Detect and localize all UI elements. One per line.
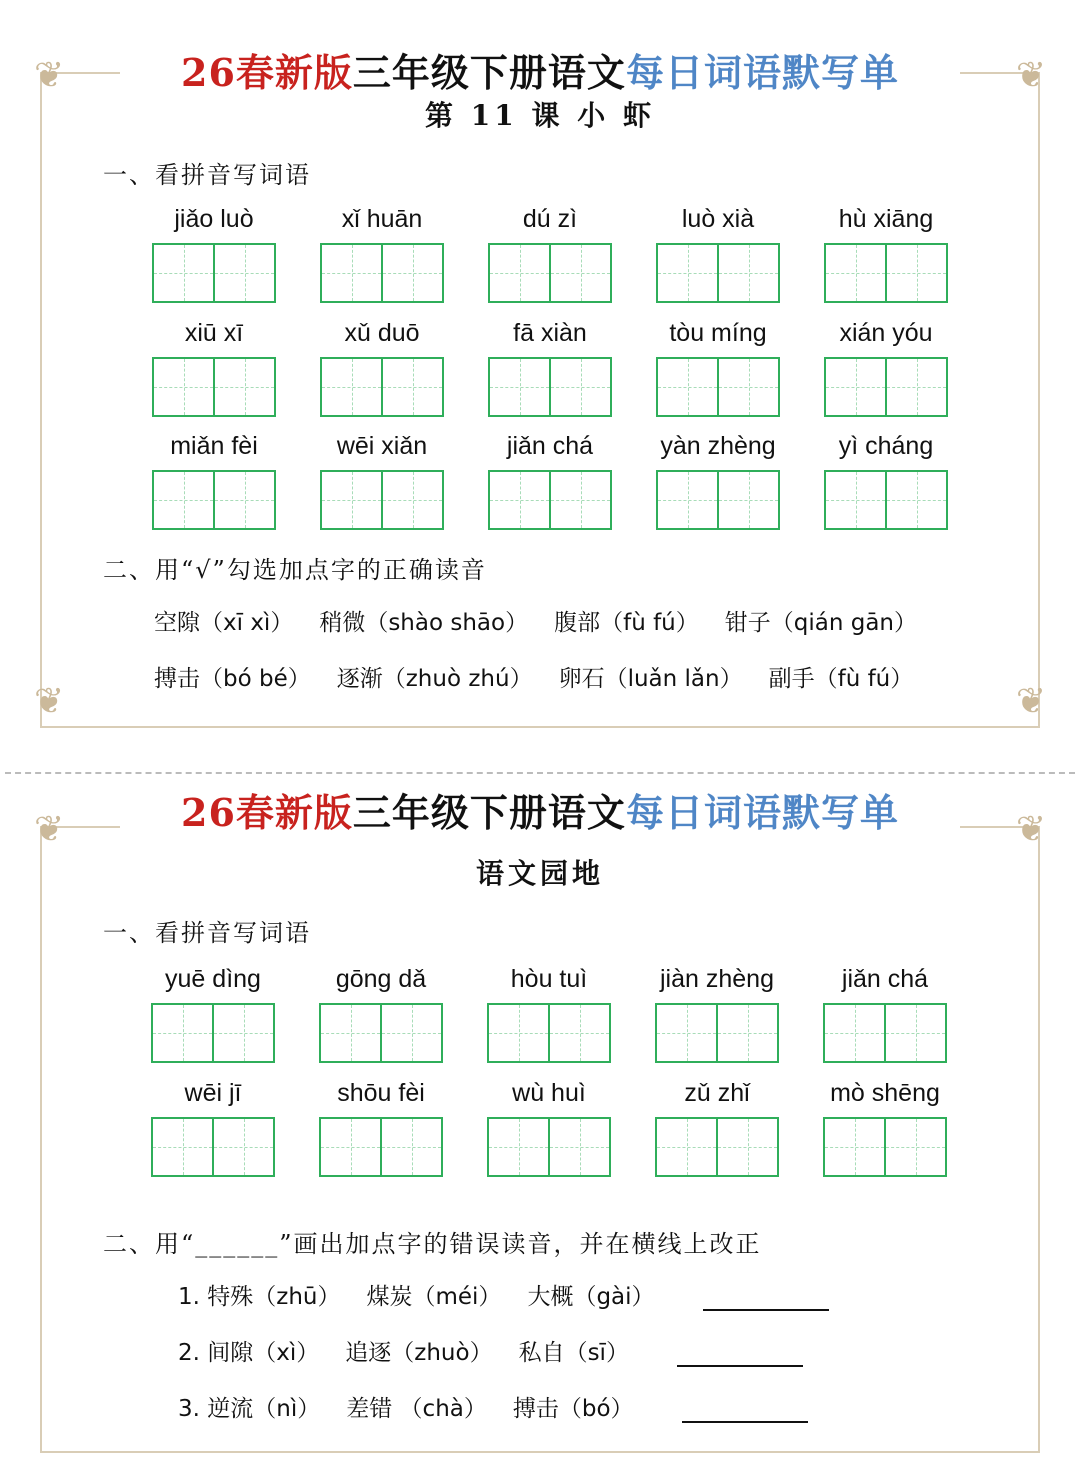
choice-item[interactable]: 腹部（fù fú） (554, 610, 699, 636)
lesson-subtitle: 第 11 课 小 虾 (425, 99, 655, 132)
writing-grid[interactable] (152, 470, 276, 530)
writing-grid[interactable] (655, 1117, 779, 1177)
correction-item: 1. 特殊（zhū） (178, 1284, 341, 1310)
writing-grid[interactable] (824, 243, 948, 303)
pinyin-label: fā xiàn (513, 319, 587, 347)
pinyin-label: jiǎn chá (506, 432, 594, 460)
choice-item[interactable]: 空隙（xī xì） (154, 610, 294, 636)
pinyin-label: zǔ zhǐ (684, 1079, 750, 1107)
pinyin-label: xiū xī (184, 319, 244, 347)
correction-item: 大概（gài） (527, 1284, 655, 1310)
pinyin-label: wù huì (512, 1079, 586, 1107)
flourish-ornament-icon: ❦ (34, 55, 65, 96)
pinyin-label: gōng dǎ (335, 965, 427, 993)
title-black: 三年级下册语文 (352, 790, 626, 835)
writing-grid[interactable] (824, 357, 948, 417)
page-title (0, 42, 1080, 97)
writing-grid[interactable] (320, 243, 444, 303)
writing-grid[interactable] (656, 470, 780, 530)
section-title-choose: 二、用“√”勾选加点字的正确读音 (103, 556, 487, 584)
writing-grid[interactable] (319, 1003, 443, 1063)
correction-item: 追逐（zhuò） (345, 1340, 493, 1366)
writing-grid[interactable] (488, 470, 612, 530)
pinyin-label: miǎn fèi (170, 432, 258, 460)
pinyin-label: xián yóu (839, 319, 933, 347)
writing-grid[interactable] (320, 357, 444, 417)
pinyin-label: dú zì (522, 205, 578, 233)
correction-row (178, 1390, 808, 1423)
flourish-ornament-icon: ❦ (34, 681, 65, 722)
pinyin-label: luò xià (681, 205, 755, 233)
pinyin-label: jiǎo luò (174, 205, 254, 233)
choice-item[interactable]: 搏击（bó bé） (154, 666, 311, 692)
pinyin-label: shōu fèi (337, 1079, 425, 1107)
writing-grid[interactable] (824, 470, 948, 530)
flourish-ornament-icon: ❦ (34, 809, 65, 850)
title-blue: 每日词语默写单 (625, 50, 899, 95)
writing-grid[interactable] (487, 1117, 611, 1177)
choice-row (154, 604, 917, 637)
correction-item: 2. 间隙（xì） (178, 1340, 320, 1366)
correction-item: 差错 （chà） (346, 1396, 487, 1422)
choice-item[interactable]: 卵石（luǎn lǎn） (558, 666, 743, 692)
writing-grid[interactable] (656, 357, 780, 417)
title-red: 26春新版 (181, 50, 353, 95)
title-blue: 每日词语默写单 (625, 790, 899, 835)
writing-grid[interactable] (823, 1003, 947, 1063)
pinyin-label: xǐ huān (341, 205, 423, 233)
worksheet-yuwen-yuandi (0, 770, 1080, 1459)
correction-item: 私自（sī） (518, 1340, 629, 1366)
correction-row (178, 1334, 803, 1367)
pinyin-label: hòu tuì (510, 965, 588, 993)
writing-grid[interactable] (319, 1117, 443, 1177)
pinyin-label: jiàn zhèng (660, 965, 774, 993)
pinyin-label: tòu míng (669, 319, 767, 347)
choice-item[interactable]: 逐渐（zhuò zhú） (336, 666, 533, 692)
pinyin-label: hù xiāng (838, 205, 934, 233)
pinyin-label: yàn zhèng (660, 432, 776, 460)
writing-grid[interactable] (488, 243, 612, 303)
correction-item: 3. 逆流（nì） (178, 1396, 321, 1422)
pinyin-label: wēi jī (184, 1079, 242, 1107)
page-title (0, 782, 1080, 837)
pinyin-label: wēi xiǎn (336, 432, 428, 460)
title-red: 26春新版 (181, 790, 353, 835)
writing-grid[interactable] (320, 470, 444, 530)
choice-item[interactable]: 副手（fù fú） (768, 666, 914, 692)
writing-grid[interactable] (487, 1003, 611, 1063)
answer-blank[interactable] (677, 1343, 803, 1367)
flourish-ornament-icon: ❦ (1015, 681, 1046, 722)
title-black: 三年级下册语文 (352, 50, 626, 95)
pinyin-label: yuē dìng (165, 965, 261, 993)
section-title-pinyin: 一、看拼音写词语 (103, 919, 311, 947)
writing-grid[interactable] (152, 243, 276, 303)
answer-blank[interactable] (682, 1399, 808, 1423)
choice-row (154, 660, 913, 693)
correction-row (178, 1278, 829, 1311)
choice-item[interactable]: 钳子（qián gān） (724, 610, 918, 636)
writing-grid[interactable] (823, 1117, 947, 1177)
correction-item: 煤炭（méi） (366, 1284, 502, 1310)
pinyin-label: yì cháng (838, 432, 934, 460)
correction-item: 搏击（bó） (512, 1396, 634, 1422)
pinyin-label: xǔ duō (344, 319, 420, 347)
section-title-pinyin: 一、看拼音写词语 (103, 161, 311, 189)
pinyin-label: mò shēng (830, 1079, 940, 1107)
flourish-ornament-icon: ❦ (1015, 55, 1046, 96)
writing-grid[interactable] (151, 1003, 275, 1063)
flourish-ornament-icon: ❦ (1015, 809, 1046, 850)
lesson-subtitle: 语文园地 (475, 857, 604, 890)
pinyin-label: jiǎn chá (841, 965, 929, 993)
writing-grid[interactable] (488, 357, 612, 417)
choice-item[interactable]: 稍微（shào shāo） (319, 610, 529, 636)
writing-grid[interactable] (655, 1003, 779, 1063)
section-title-correct: 二、用“______”画出加点字的错误读音，并在横线上改正 (103, 1230, 762, 1258)
writing-grid[interactable] (151, 1117, 275, 1177)
writing-grid[interactable] (656, 243, 780, 303)
answer-blank[interactable] (703, 1287, 829, 1311)
writing-grid[interactable] (152, 357, 276, 417)
